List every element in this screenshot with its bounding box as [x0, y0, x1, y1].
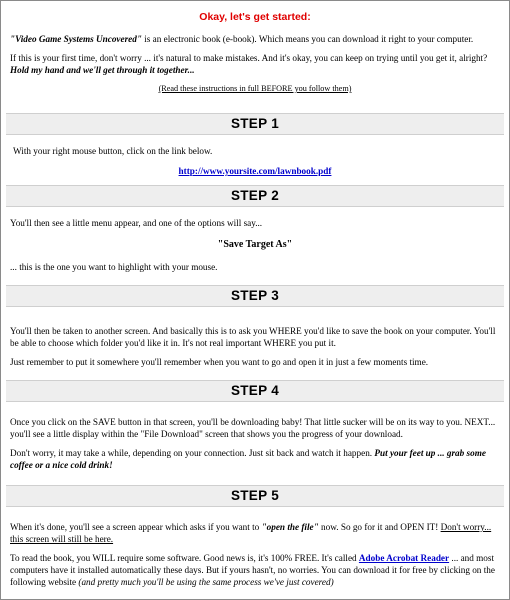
read-note-text: (Read these instructions in full BEFORE you follow them)	[158, 84, 352, 93]
step-5-text-2a: To read the book, you WILL require some software. Good news is, it's 100% FREE. It's called	[10, 553, 359, 563]
step-5-text-2b: ... and most computers have it installed automatically these days. But if yours hasn't, no worries. You can download it for free by clicking on the following website	[10, 553, 495, 587]
step-2-label: STEP 2	[230, 188, 280, 203]
step-5-text-1b: now. So go for it and OPEN IT!	[318, 522, 441, 532]
first-time-emph: Hold my hand and we'll get through it together...	[10, 65, 195, 75]
step-4-text-2-paragraph	[10, 447, 500, 471]
step-5-dont-worry: Don't worry... this screen will still be here.	[10, 522, 492, 544]
step-3-header	[6, 285, 504, 307]
step-4-text-1: Once you click on the SAVE button in that screen, you'll be downloading baby! That little sucker will be on its way to you. NEXT... you'll see a little display within the "File Download" screen that shows you the progress of your download.	[10, 417, 496, 439]
step-2-after: ... this is the one you want to highlight with your mouse.	[10, 262, 218, 272]
step-1-link-row	[10, 165, 500, 177]
step-1-header	[6, 113, 504, 135]
step-3-text-1: You'll then be taken to another screen. And basically this is to ask you WHERE you'd like to save the book on your computer. You'll be able to choose which folder you'd like it in. It's not real important WHERE you put it.	[10, 326, 496, 348]
step-5-text-2-paragraph	[10, 552, 500, 588]
step-4-emph: Put your feet up ... grab some coffee or a nice cold drink!	[10, 448, 486, 470]
step-5-text-1-paragraph	[10, 521, 500, 545]
adobe-reader-link[interactable]: Adobe Acrobat Reader	[358, 553, 450, 563]
step-2-text: You'll then see a little menu appear, and one of the options will say...	[10, 218, 263, 228]
step-5-text-2-italic: (and pretty much you'll be using the same process we've just covered)	[78, 577, 334, 587]
step-4-label: STEP 4	[230, 383, 280, 398]
step-1-text: With your right mouse button, click on the link below.	[13, 146, 213, 156]
download-link[interactable]: http://www.yoursite.com/lawnbook.pdf	[178, 166, 332, 176]
step-3-text-2: Just remember to put it somewhere you'll remember when you want to go and open it in just a few moments time.	[10, 357, 429, 367]
step-5-header	[6, 485, 504, 507]
step-4-text-2: Don't worry, it may take a while, depending on your connection. Just sit back and watch it happen.	[10, 448, 375, 458]
step-3-label: STEP 3	[230, 288, 280, 303]
document-content	[1, 11, 509, 588]
step-1-label: STEP 1	[230, 116, 280, 131]
first-time-paragraph	[10, 52, 500, 76]
book-title: "Video Game Systems Uncovered"	[10, 34, 142, 44]
step-4-header	[6, 380, 504, 402]
read-note	[10, 83, 500, 95]
page-headline: Okay, let's get started:	[199, 11, 311, 23]
step-5-text-1a: When it's done, you'll see a screen appear which asks if you want to	[10, 522, 262, 532]
intro-text: is an electronic book (e-book). Which means you can download it right to your computer.	[141, 34, 474, 44]
first-time-text: If this is your first time, don't worry ... it's natural to make mistakes. And it's okay, you can keep on trying until you get it, alright?	[10, 53, 488, 63]
save-target-as-option: "Save Target As"	[217, 239, 293, 250]
step-2-header	[6, 185, 504, 207]
step-5-open-file: "open the file"	[261, 522, 319, 532]
step-5-label: STEP 5	[230, 488, 280, 503]
intro-paragraph	[10, 33, 500, 45]
